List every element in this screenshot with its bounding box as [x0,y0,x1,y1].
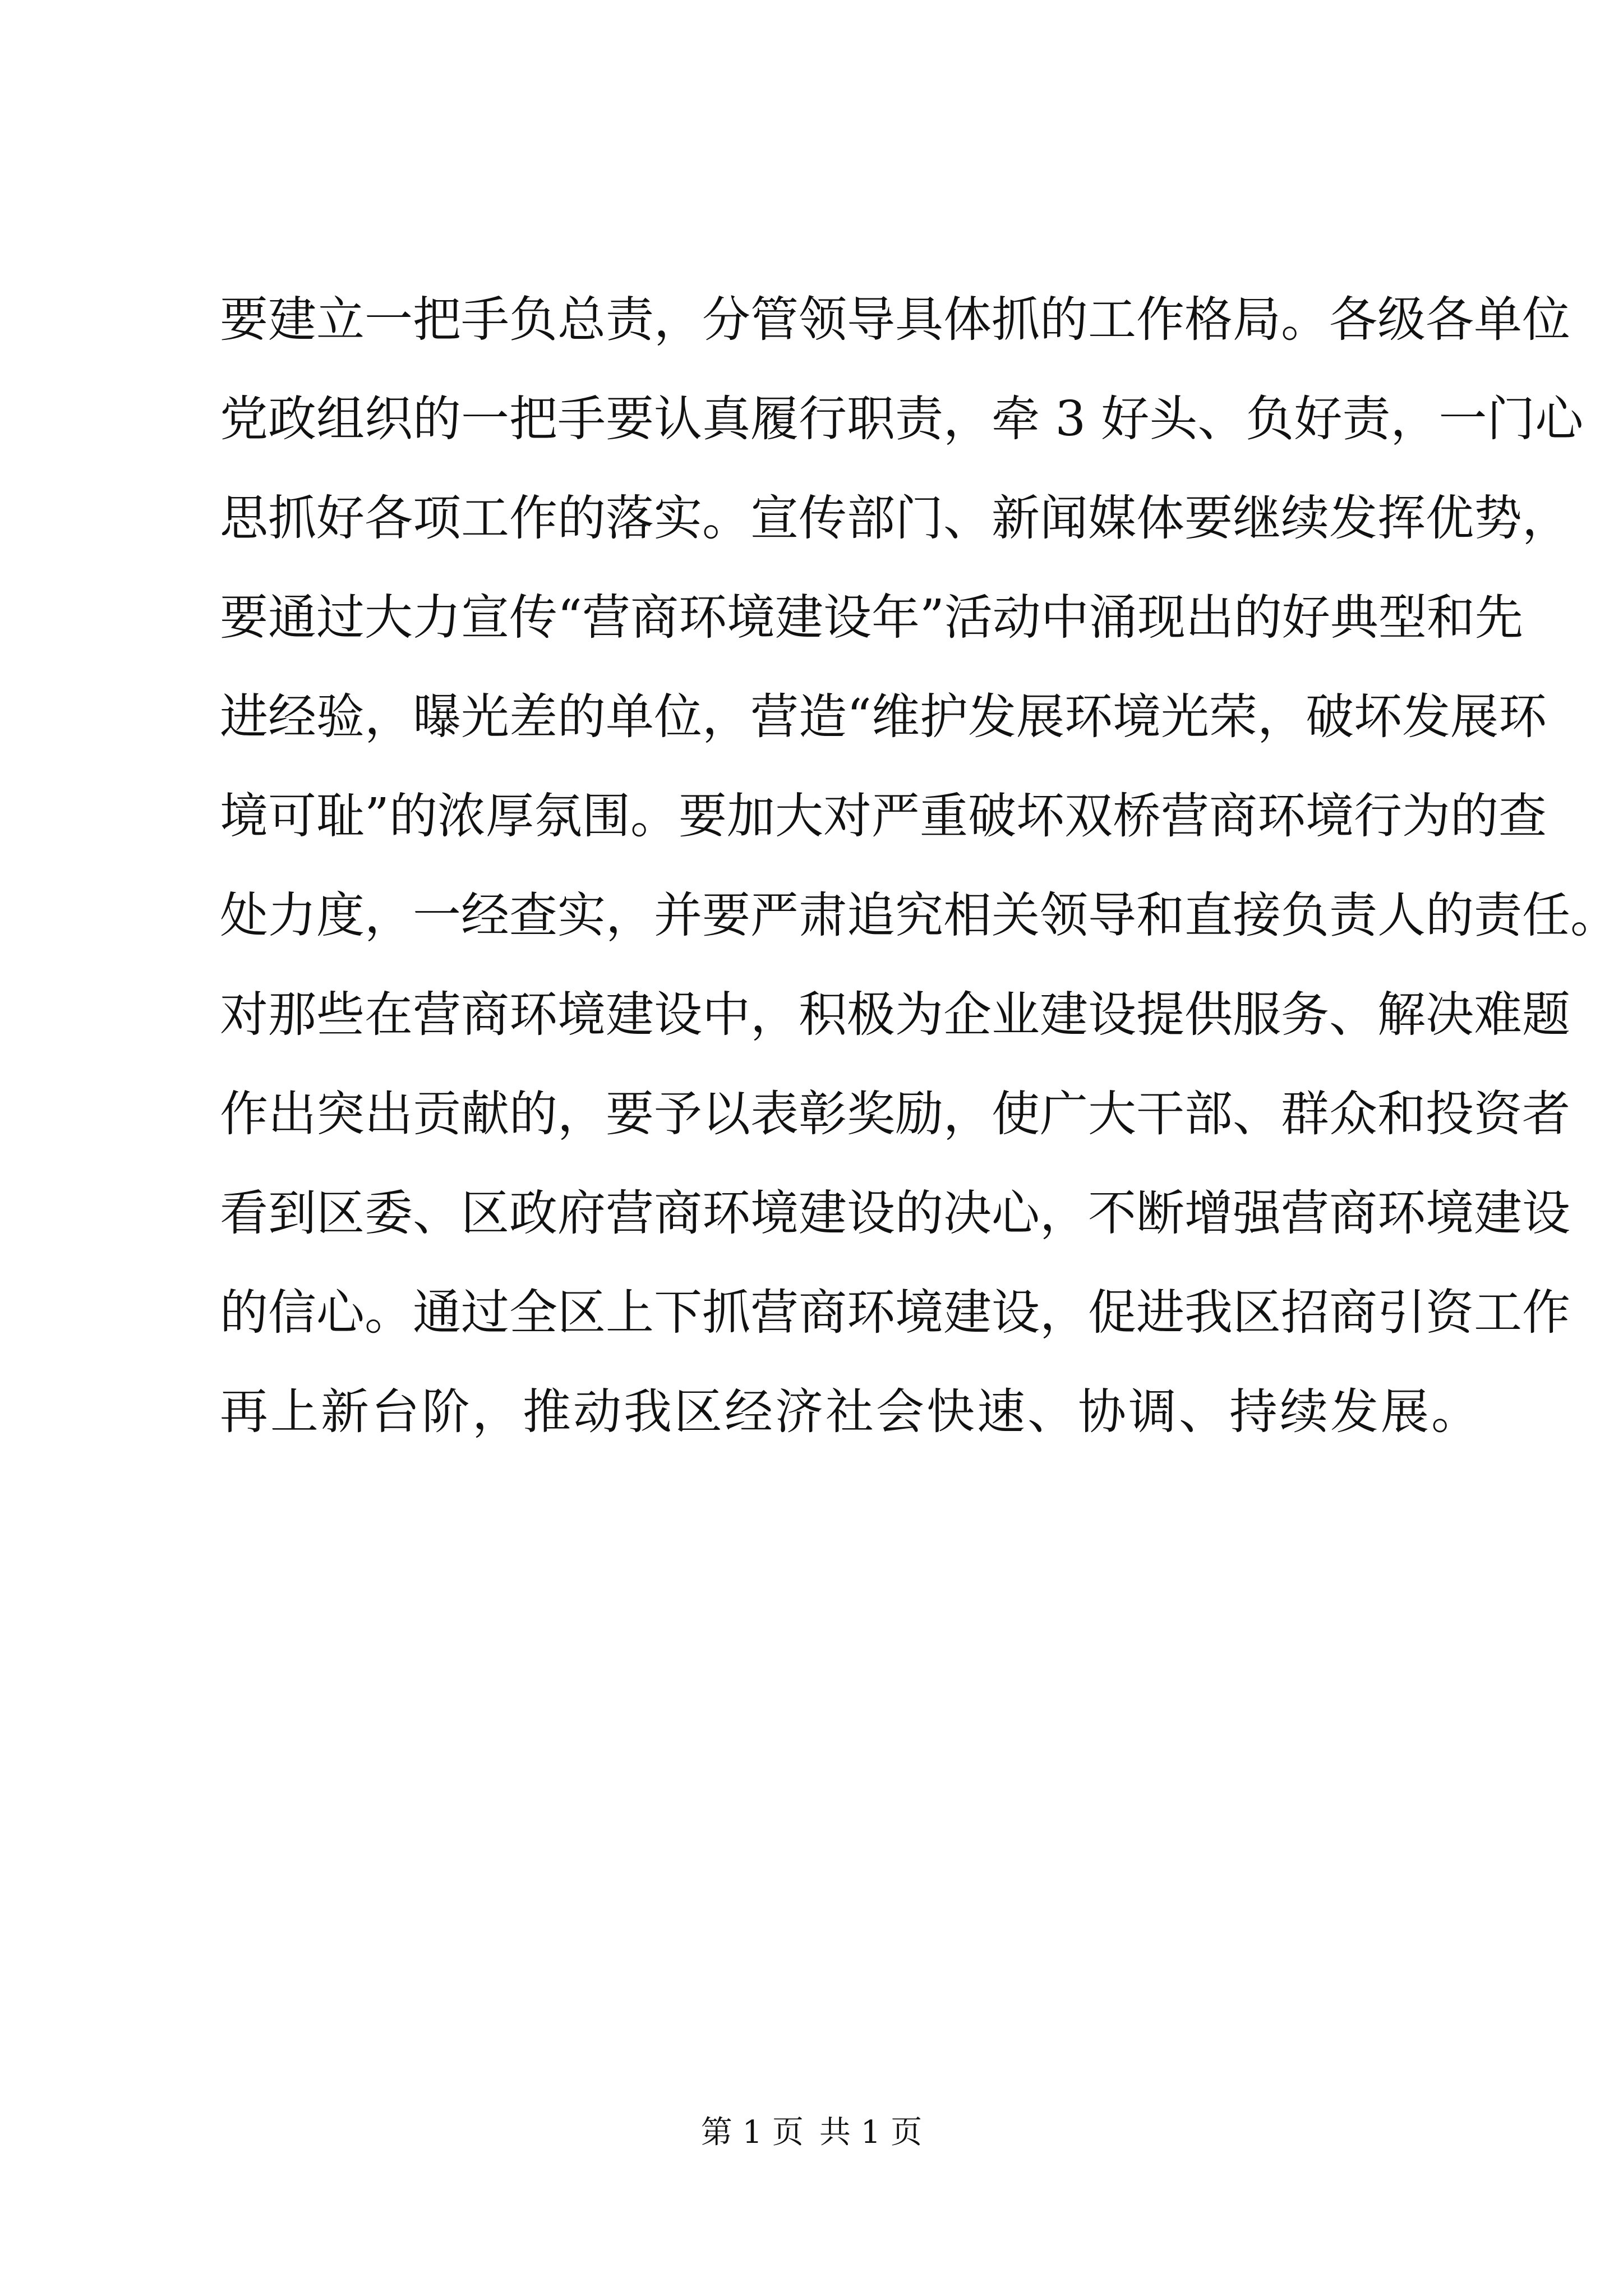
page-total: 共 1 页 [819,2114,923,2151]
body-line: 境可耻”的浓厚氛围。要加大对严重破坏双桥营商环境行为的查 [220,788,1547,844]
body-line: 进经验，曝光差的单位，营造“维护发展环境光荣，破坏发展环 [220,689,1547,745]
body-line: 看到区委、区政府营商环境建设的决心，不断增强营商环境建设 [220,1185,1570,1241]
page-footer [0,2110,1623,2155]
body-line: 再上新台阶，推动我区经济社会快速、协调、持续发展。 [220,1384,1482,1440]
body-line: 对那些在营商环境建设中，积极为企业建设提供服务、解决难题 [220,987,1570,1043]
body-line: 要通过大力宣传“营商环境建设年”活动中涌现出的好典型和先 [220,590,1523,646]
body-line: 作出突出贡献的，要予以表彰奖励，使广大干部、群众和投资者 [220,1086,1570,1142]
body-line: 党政组织的一把手要认真履行职责，牵 3 好头、负好责，一门心 [220,391,1584,447]
body-line: 思抓好各项工作的落实。宣传部门、新闻媒体要继续发挥优势， [220,490,1570,546]
body-line: 的信心。通过全区上下抓营商环境建设，促进我区招商引资工作 [220,1285,1570,1341]
document-body [220,270,1619,1462]
page-number: 第 1 页 [700,2114,804,2151]
body-line: 要建立一把手负总责，分管领导具体抓的工作格局。各级各单位 [220,292,1570,348]
body-line: 处力度，一经查实，并要严肃追究相关领导和直接负责人的责任。 [220,887,1619,944]
